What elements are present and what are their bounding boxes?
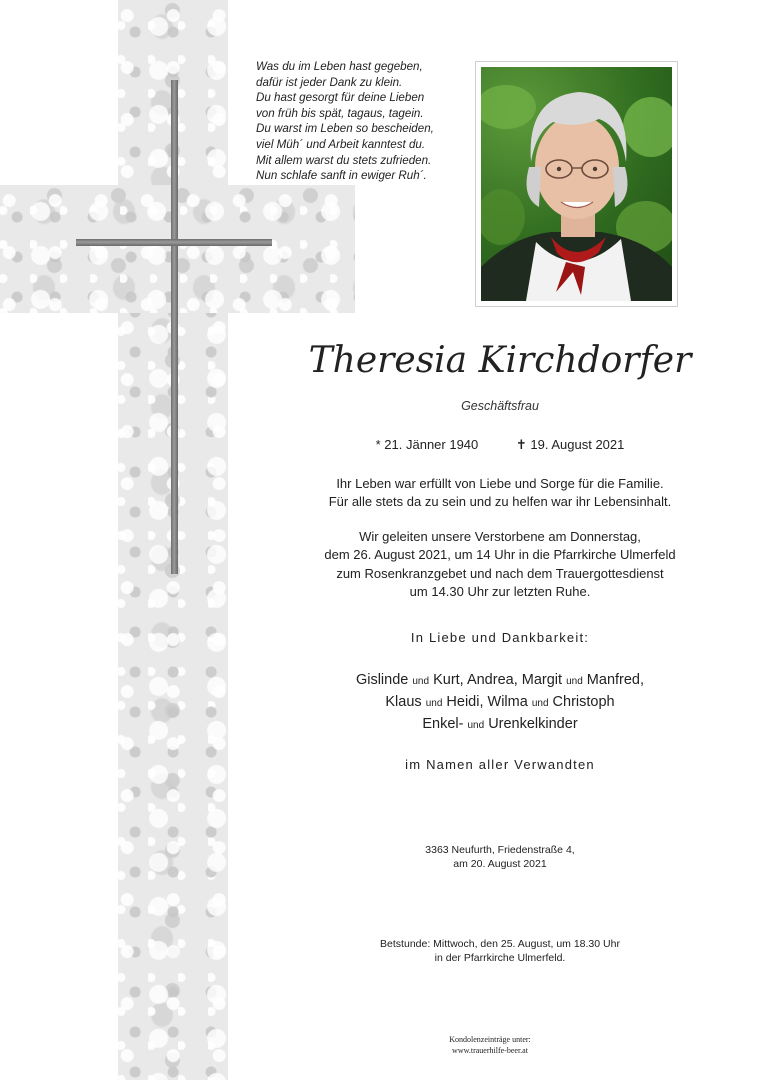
mourners-line-3 [290, 714, 710, 736]
funeral-text-line: zum Rosenkranzgebet und nach dem Trauergottesdienst [336, 565, 664, 581]
mourner-names: Enkel- [422, 716, 464, 732]
poem-line: Du hast gesorgt für deine Lieben [256, 91, 425, 105]
date-line: am 20. August 2021 [453, 858, 547, 870]
funeral-text-line: dem 26. August 2021, um 14 Uhr in die Pfarrkirche Ulmerfeld [324, 547, 676, 563]
mourner-names: Heidi, Wilma [446, 694, 528, 710]
mourner-names: Christoph [552, 694, 615, 710]
poem-line: von früh bis spät, tagaus, tagein. [256, 106, 424, 120]
prayer-line: in der Pfarrkirche Ulmerfeld. [434, 952, 566, 964]
mourners-line-1 [290, 670, 710, 692]
love-gratitude-line: In Liebe und Dankbarkeit: [410, 630, 590, 645]
prayer-hour [290, 937, 710, 965]
mourner-names: Klaus [385, 694, 422, 710]
mourner-names: Urenkelkinder [488, 716, 578, 732]
funeral-text-line: um 14.30 Uhr zur letzten Ruhe. [409, 584, 591, 600]
birth-date: * 21. Jänner 1940 [375, 437, 479, 452]
life-dates [300, 437, 700, 453]
address-line: 3363 Neufurth, Friedenstraße 4, [425, 844, 575, 856]
cross-icon-horizontal-beam [76, 239, 272, 246]
poem-line: viel Müh´ und Arbeit kanntest du. [256, 137, 426, 151]
connector: und [467, 720, 485, 731]
mourner-names: Kurt, Andrea, Margit [433, 672, 563, 688]
mourners-list [290, 670, 710, 714]
mourner-names: Manfred, [586, 672, 645, 688]
memorial-poem [256, 59, 466, 184]
connector: und [566, 676, 583, 687]
life-text-line: Für alle stets da zu sein und zu helfen war ihr Lebensinhalt. [328, 494, 672, 510]
prayer-line: Betstunde: Mittwoch, den 25. August, um 18.30 Uhr [380, 938, 620, 950]
life-text-line: Ihr Leben war erfüllt von Liebe und Sorge für die Familie. [336, 476, 664, 491]
connector: und [531, 698, 549, 709]
condolence-link[interactable]: www.trauerhilfe-beer.at [452, 1046, 528, 1055]
place-date [290, 843, 710, 871]
portrait-frame [475, 61, 678, 307]
condolence-label: Kondolenzeinträge unter: [449, 1035, 531, 1044]
cross-icon-vertical-beam [171, 80, 178, 574]
condolence-note [390, 1034, 590, 1056]
funeral-text [290, 528, 710, 602]
connector: und [412, 676, 430, 687]
deceased-profession: Geschäftsfrau [461, 399, 539, 413]
connector: und [425, 698, 443, 709]
poem-line: Mit allem warst du stets zufrieden. [256, 153, 432, 167]
relatives-line: im Namen aller Verwandten [405, 757, 595, 772]
portrait-photo [481, 67, 672, 301]
poem-line: Nun schlafe sanft in ewiger Ruh´. [256, 169, 427, 183]
poem-line: dafür ist jeder Dank zu klein. [256, 75, 403, 89]
poem-line: Du warst im Leben so bescheiden, [256, 122, 434, 136]
deceased-name: Theresia Kirchdorfer [308, 340, 692, 381]
grandchildren-line [290, 714, 710, 736]
death-date: ✝ 19. August 2021 [515, 437, 625, 452]
mourners-line-2 [290, 692, 710, 714]
poem-line: Was du im Leben hast gegeben, [256, 60, 423, 73]
life-text [290, 475, 710, 512]
mourner-names: Gislinde [355, 672, 409, 688]
funeral-text-line: Wir geleiten unsere Verstorbene am Donnerstag, [359, 529, 641, 544]
